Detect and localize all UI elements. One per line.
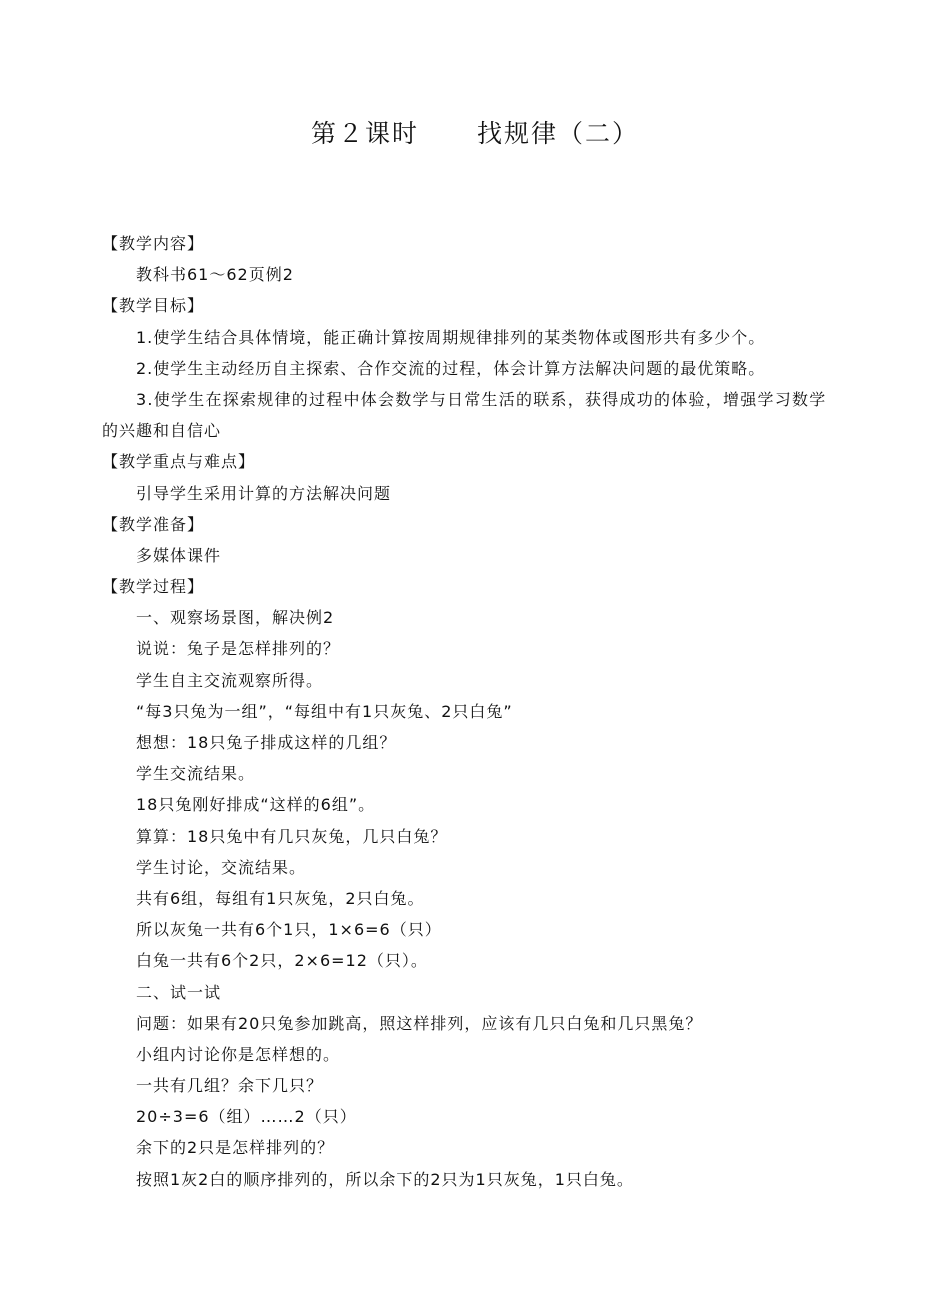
section-heading-process: 【教学过程】 [102,577,205,597]
process-line-17: 20÷3=6（组）……2（只） [136,1107,357,1127]
process-line-16: 一共有几组？余下几只？ [136,1076,324,1096]
goal-item-2: 2.使学生主动经历自主探索、合作交流的过程，体会计算方法解决问题的最优策略。 [136,358,766,378]
process-line-7: 18只兔刚好排成“这样的6组”。 [136,795,376,815]
process-line-8: 算算：18只兔中有几只灰兔，几只白兔？ [136,826,448,846]
section-heading-key-points: 【教学重点与难点】 [102,452,256,472]
process-line-2: 说说：兔子是怎样排列的？ [136,639,341,659]
lesson-plan-body [102,228,862,1195]
lesson-topic: 找规律（二） [477,119,640,148]
goal-item-3-line-1: 3.使学生在探索规律的过程中体会数学与日常生活的联系，获得成功的体验，增强学习数学 [136,389,827,409]
process-line-1: 一、观察场景图，解决例2 [136,608,335,628]
process-line-13: 二、试一试 [136,982,222,1002]
process-line-12: 白兔一共有6个2只，2×6=12（只）。 [136,951,428,971]
preparation-text: 多媒体课件 [136,545,222,565]
lesson-number: 第２课时 [310,119,419,148]
section-heading-goals: 【教学目标】 [102,296,205,316]
process-line-5: 想想：18只兔子排成这样的几组？ [136,733,397,752]
section-heading-content: 【教学内容】 [102,234,205,253]
process-line-14: 问题：如果有20只兔参加跳高，照这样排列，应该有几只白兔和几只黑兔？ [136,1013,703,1033]
process-line-4: “每3只兔为一组”，“每组中有1只灰兔、2只白兔” [136,701,513,721]
process-line-3: 学生自主交流观察所得。 [136,670,324,690]
page-title [0,114,950,154]
content-text: 教科书61～62页例2 [136,265,294,285]
goal-item-1: 1.使学生结合具体情境，能正确计算按周期规律排列的某类物体或图形共有多少个。 [136,327,766,347]
process-line-6: 学生交流结果。 [136,764,256,784]
process-line-10: 共有6组，每组有1只灰兔，2只白兔。 [136,888,425,908]
process-line-18: 余下的2只是怎样排列的？ [136,1138,335,1158]
process-line-15: 小组内讨论你是怎样想的。 [136,1044,341,1064]
key-points-text: 引导学生采用计算的方法解决问题 [136,483,392,503]
process-line-19: 按照1灰2白的顺序排列的，所以余下的2只为1只灰兔，1只白兔。 [136,1169,634,1189]
goal-item-3-line-2: 的兴趣和自信心 [102,421,222,441]
process-line-9: 学生讨论，交流结果。 [136,857,307,877]
section-heading-preparation: 【教学准备】 [102,514,205,534]
process-line-11: 所以灰兔一共有6个1只，1×6=6（只） [136,920,442,940]
